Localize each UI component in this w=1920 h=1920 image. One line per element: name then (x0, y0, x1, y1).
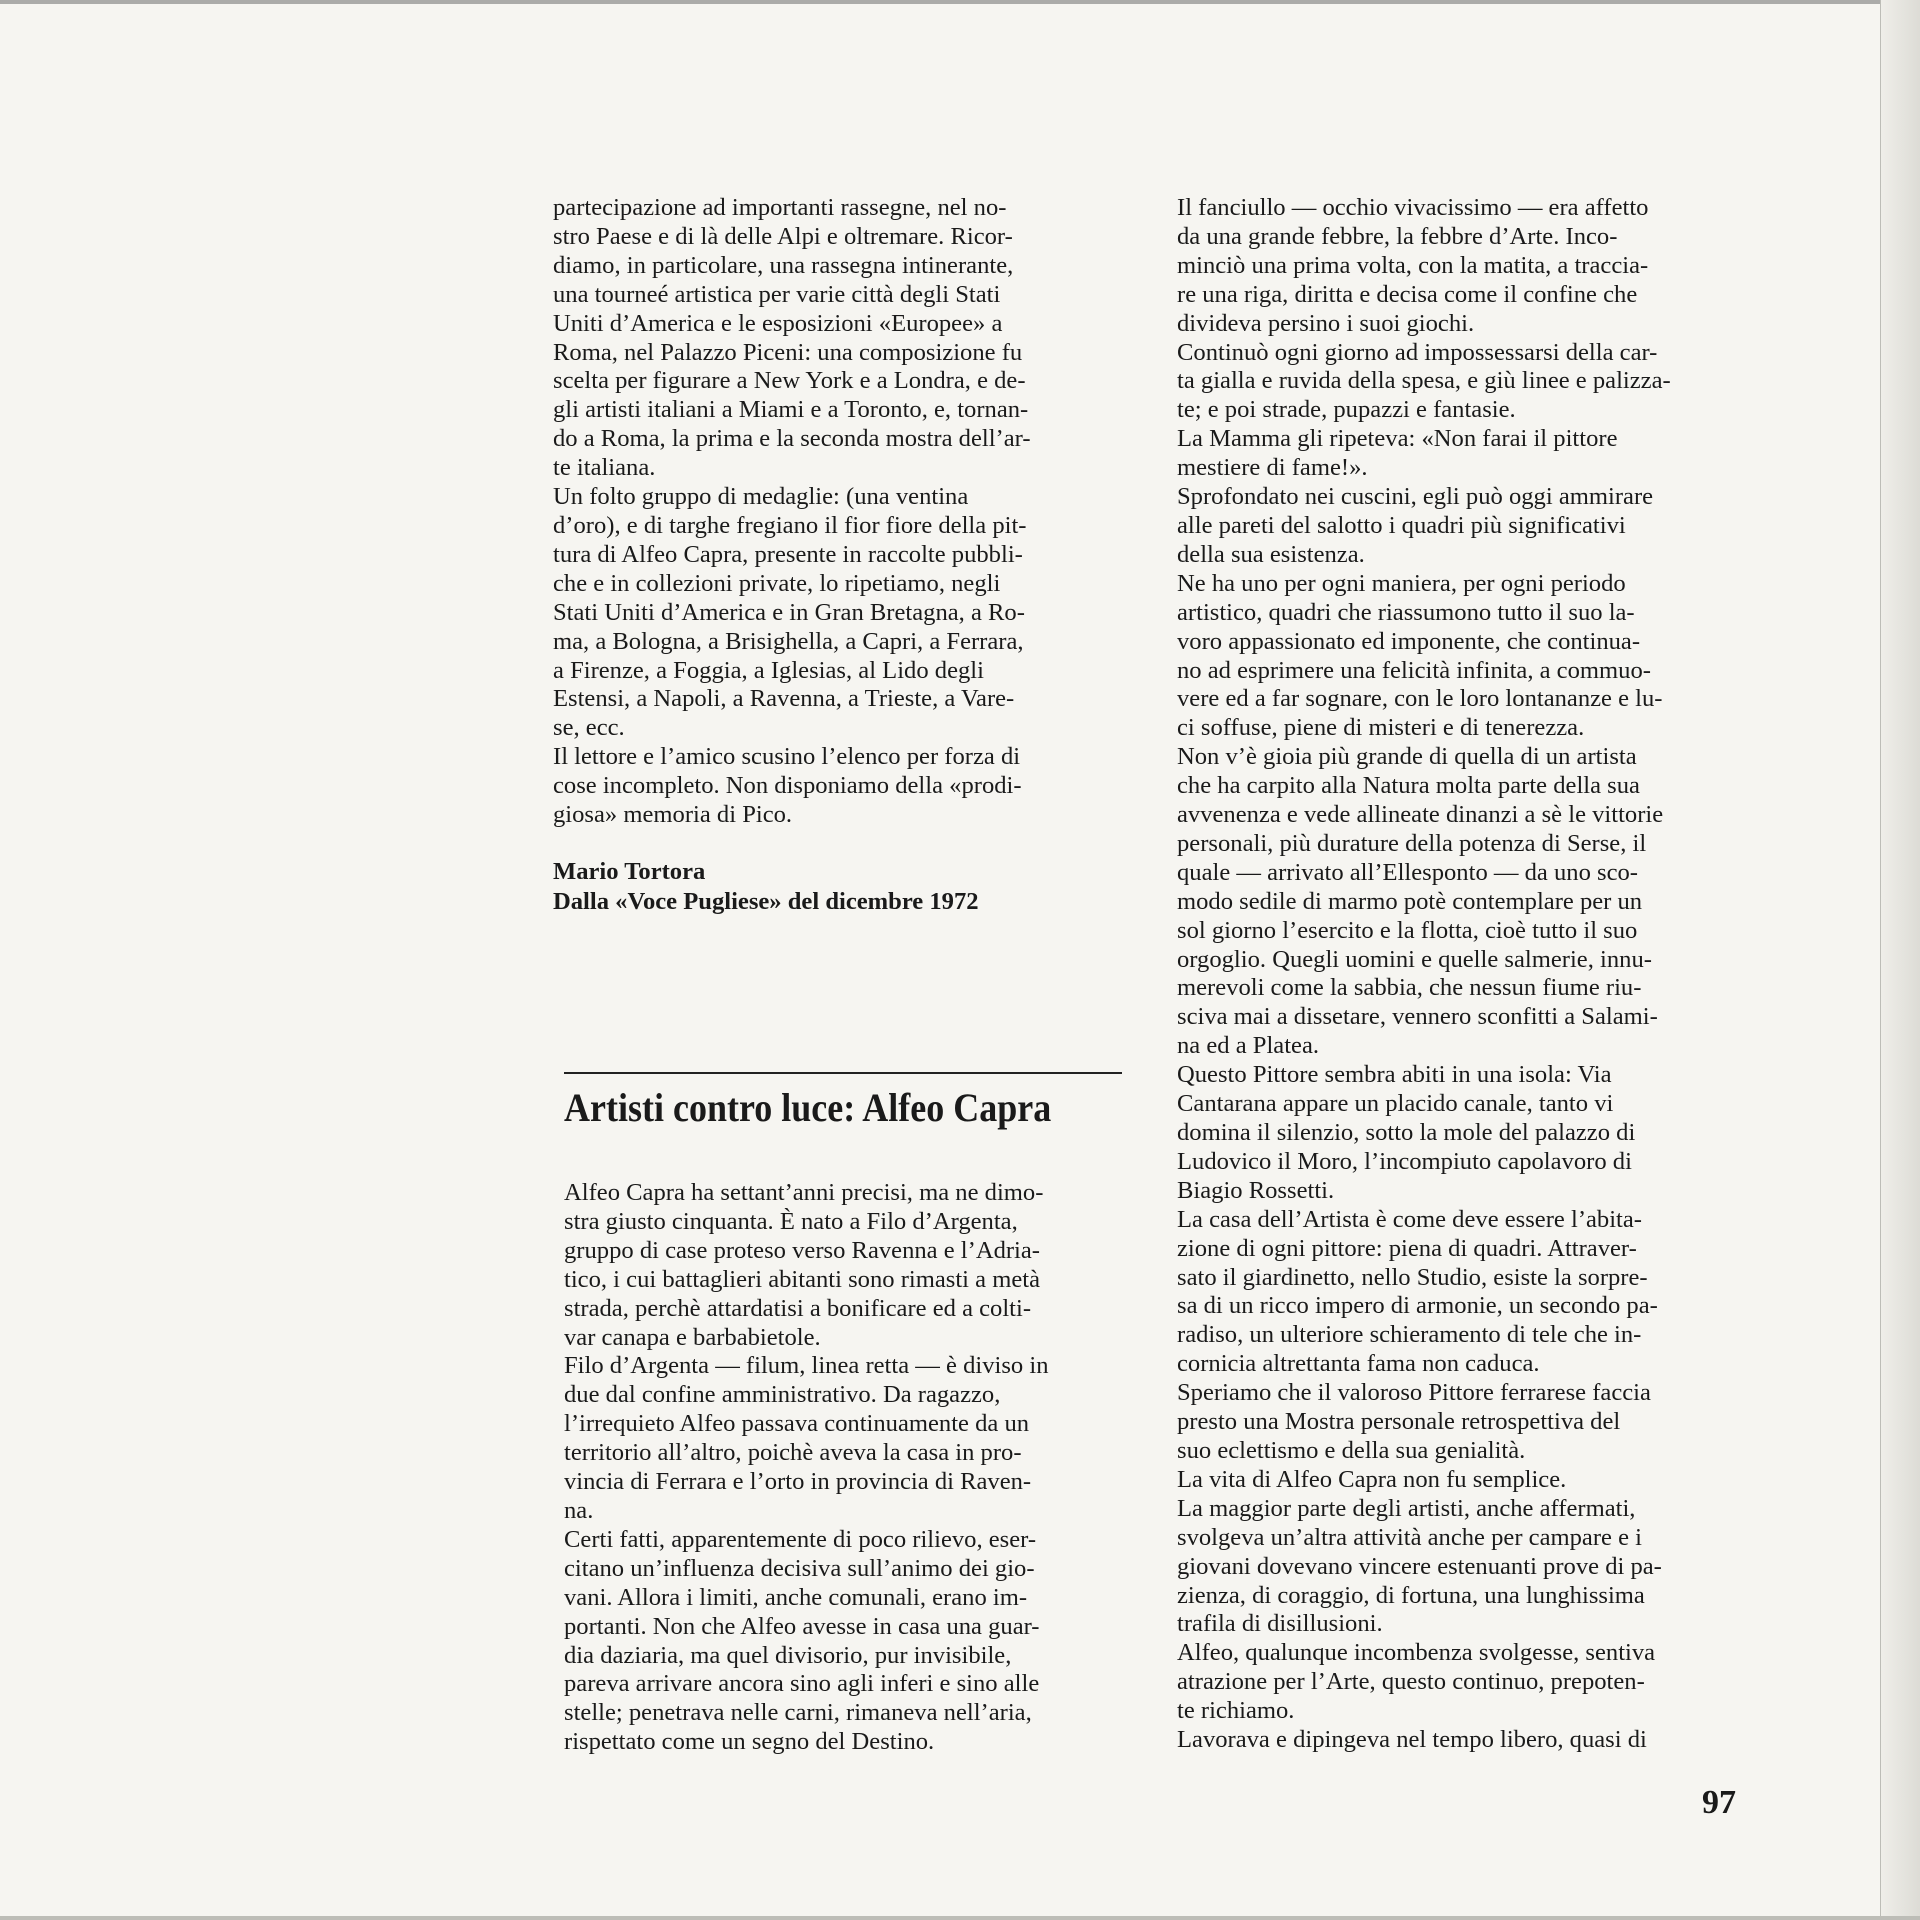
text-line: La Mamma gli ripeteva: «Non farai il pittore (1177, 425, 1618, 453)
text-line: personali, più durature della potenza di Serse, il (1177, 829, 1647, 857)
text-line: orgoglio. Quegli uomini e quelle salmerie, innu- (1177, 945, 1652, 973)
text-line: cornicia altrettanta fama non caduca. (1177, 1350, 1540, 1378)
text-line: a Firenze, a Foggia, a Iglesias, al Lido degli (553, 656, 984, 684)
text-line: dia daziaria, ma quel divisorio, pur invisibile, (564, 1641, 1012, 1669)
text-line: na ed a Platea. (1177, 1032, 1320, 1060)
text-line: Roma, nel Palazzo Piceni: una composizione fu (553, 338, 1023, 366)
text-line: sciva mai a dissetare, vennero sconfitti a Salami- (1177, 1003, 1658, 1031)
text-line: Biagio Rossetti. (1177, 1176, 1335, 1204)
text-line: trafila di disillusioni. (1177, 1610, 1383, 1638)
text-line: giosa» memoria di Pico. (553, 801, 793, 829)
text-line: Lavorava e dipingeva nel tempo libero, quasi di (1177, 1726, 1647, 1754)
text-line: atrazione per l’Arte, questo continuo, prepoten- (1177, 1668, 1645, 1696)
text-line: Filo d’Argenta — filum, linea retta — è diviso in (564, 1352, 1049, 1380)
text-line: var canapa e barbabietole. (564, 1323, 821, 1351)
page-binding-edge (1880, 0, 1920, 1920)
text-line: merevoli come la sabbia, che nessun fiume riu- (1177, 974, 1642, 1002)
text-line: una tourneé artistica per varie città degli Stati (553, 280, 1001, 308)
text-line: radiso, un ulteriore schieramento di tele che in- (1177, 1321, 1642, 1349)
text-line: pareva arrivare ancora sino agli inferi e sino alle (564, 1670, 1040, 1698)
text-line: scelta per figurare a New York e a Londra, e de- (553, 367, 1026, 395)
text-line: avvenenza e vede allineate dinanzi a sè le vittorie (1177, 801, 1664, 829)
text-line: modo sedile di marmo potè contemplare per un (1177, 887, 1643, 915)
text-line: sato il giardinetto, nello Studio, esiste la sorpre- (1177, 1263, 1648, 1291)
text-line: se, ecc. (553, 714, 625, 742)
text-line: giovani dovevano vincere estenuanti prove di pa- (1177, 1552, 1662, 1580)
text-line: La casa dell’Artista è come deve essere l’abita- (1177, 1205, 1642, 1233)
text-line: re una riga, diritta e decisa come il confine che (1177, 280, 1638, 308)
text-line: Alfeo, qualunque incombenza svolgesse, sentiva (1177, 1639, 1656, 1667)
text-line: Speriamo che il valoroso Pittore ferrarese faccia (1177, 1379, 1651, 1407)
text-line: minciò una prima volta, con la matita, a traccia- (1177, 251, 1649, 279)
text-line: Sprofondato nei cuscini, egli può oggi ammirare (1177, 483, 1654, 511)
text-line: Il fanciullo — occhio vivacissimo — era affetto (1177, 194, 1649, 221)
text-line: territorio all’altro, poichè aveva la casa in pro- (564, 1439, 1022, 1467)
text-line: Non v’è gioia più grande di quella di un artista (1177, 743, 1637, 771)
text-line: alle pareti del salotto i quadri più significativi (1177, 511, 1626, 539)
text-line: ma, a Bologna, a Brisighella, a Capri, a Ferrara, (553, 627, 1024, 655)
text-line: te richiamo. (1177, 1697, 1295, 1725)
text-line: quale — arrivato all’Ellesponto — da uno sco- (1177, 858, 1639, 886)
text-line: no ad esprimere una felicità infinita, a commuo- (1177, 656, 1651, 684)
page-top-edge (0, 0, 1920, 4)
text-line: ci soffuse, piene di misteri e di tenerezza. (1177, 714, 1585, 742)
text-line: Continuò ogni giorno ad impossessarsi della car- (1177, 338, 1658, 366)
text-line: Estensi, a Napoli, a Ravenna, a Trieste, a Vare- (553, 685, 1015, 713)
text-line: l’irrequieto Alfeo passava continuamente da un (564, 1410, 1030, 1438)
title-rule (564, 1072, 1122, 1074)
text-line: della sua esistenza. (1177, 540, 1365, 568)
text-line: tico, i cui battaglieri abitanti sono rimasti a metà (564, 1265, 1041, 1293)
text-line: tura di Alfeo Capra, presente in raccolte pubbli- (553, 540, 1023, 568)
text-line: citano un’influenza decisiva sull’animo dei gio- (564, 1554, 1035, 1582)
text-line: Ne ha uno per ogni maniera, per ogni periodo (1177, 569, 1626, 597)
page-number: 97 (1702, 1784, 1736, 1821)
article-title: Artisti contro luce: Alfeo Capra (564, 1085, 1052, 1130)
author-name: Mario Tortora (553, 858, 706, 885)
text-line: partecipazione ad importanti rassegne, nel no- (553, 194, 1007, 221)
left-column-continued-text (553, 194, 1113, 830)
text-line: domina il silenzio, sotto la mole del palazzo di (1177, 1119, 1636, 1146)
text-line: Stati Uniti d’America e in Gran Bretagna, a Ro- (553, 598, 1025, 626)
text-line: rispettato come un segno del Destino. (564, 1728, 935, 1756)
text-line: Questo Pittore sembra abiti in una isola: Via (1177, 1061, 1612, 1089)
text-line: zione di ogni pittore: piena di quadri. Attraver- (1177, 1234, 1637, 1262)
text-line: Ludovico il Moro, l’incompiuto capolavoro di (1177, 1147, 1632, 1175)
text-line: te; e poi strade, pupazzi e fantasie. (1177, 396, 1516, 424)
text-line: sol giorno l’esercito e la flotta, cioè tutto il suo (1177, 916, 1638, 944)
text-line: Certi fatti, apparentemente di poco rilievo, eser- (564, 1525, 1037, 1553)
left-column-article-text (564, 1179, 1124, 1757)
text-line: te italiana. (553, 454, 656, 482)
text-line: cose incompleto. Non disponiamo della «prodi- (553, 772, 1022, 800)
text-line: Cantarana appare un placido canale, tanto vi (1177, 1090, 1614, 1118)
text-line: voro appassionato ed imponente, che continua- (1177, 627, 1641, 655)
text-line: Il lettore e l’amico scusino l’elenco per forza di (553, 743, 1021, 771)
text-line: gruppo di case proteso verso Ravenna e l’Adria- (564, 1236, 1040, 1264)
text-line: ta gialla e ruvida della spesa, e giù linee e palizza- (1177, 367, 1671, 395)
text-line: svolgeva un’altra attività anche per campare e i (1177, 1523, 1642, 1551)
text-line: mestiere di fame!». (1177, 454, 1368, 482)
text-line: portanti. Non che Alfeo avesse in casa una guar- (564, 1612, 1040, 1640)
text-line: divideva persino i suoi giochi. (1177, 309, 1475, 337)
text-line: stro Paese e di là delle Alpi e oltremare. Ricor- (553, 222, 1013, 250)
text-line: d’oro), e di targhe fregiano il fior fiore della pit- (553, 511, 1027, 539)
source-note: Dalla «Voce Pugliese» del dicembre 1972 (553, 888, 979, 915)
text-line: gli artisti italiani a Miami e a Toronto, e, tornan- (553, 396, 1029, 424)
text-line: che e in collezioni private, lo ripetiamo, negli (553, 569, 1001, 597)
text-line: do a Roma, la prima e la seconda mostra dell’ar- (553, 425, 1031, 453)
text-line: due dal confine amministrativo. Da ragazzo, (564, 1381, 1001, 1409)
text-line: zienza, di coraggio, di fortuna, una lunghissima (1177, 1581, 1645, 1609)
text-line: diamo, in particolare, una rassegna intinerante, (553, 251, 1014, 279)
article-signature (553, 857, 979, 917)
page-bottom-edge (0, 1916, 1920, 1920)
text-line: vere ed a far sognare, con le loro lontananze e lu- (1177, 685, 1663, 713)
text-line: artistico, quadri che riassumono tutto il suo la- (1177, 598, 1635, 626)
text-line: Un folto gruppo di medaglie: (una ventina (553, 483, 969, 511)
text-line: La vita di Alfeo Capra non fu semplice. (1177, 1465, 1567, 1493)
text-line: Uniti d’America e le esposizioni «Europee» a (553, 309, 1003, 337)
text-line: strada, perchè attardatisi a bonificare ed a colti- (564, 1294, 1032, 1322)
text-line: na. (564, 1496, 594, 1524)
text-line: da una grande febbre, la febbre d’Arte. Inco- (1177, 222, 1618, 250)
right-column-article-text (1177, 194, 1737, 1755)
text-line: stelle; penetrava nelle carni, rimaneva nell’aria, (564, 1699, 1032, 1727)
text-line: sa di un ricco impero di armonie, un secondo pa- (1177, 1292, 1658, 1320)
text-line: Alfeo Capra ha settant’anni precisi, ma ne dimo- (564, 1179, 1044, 1206)
text-line: che ha carpito alla Natura molta parte della sua (1177, 772, 1640, 800)
text-line: presto una Mostra personale retrospettiva del (1177, 1408, 1621, 1436)
text-line: La maggior parte degli artisti, anche affermati, (1177, 1494, 1636, 1522)
text-line: vani. Allora i limiti, anche comunali, erano im- (564, 1583, 1028, 1611)
text-line: vincia di Ferrara e l’orto in provincia di Raven- (564, 1468, 1032, 1496)
text-line: suo eclettismo e della sua genialità. (1177, 1436, 1526, 1464)
text-line: stra giusto cinquanta. È nato a Filo d’Argenta, (564, 1207, 1018, 1235)
